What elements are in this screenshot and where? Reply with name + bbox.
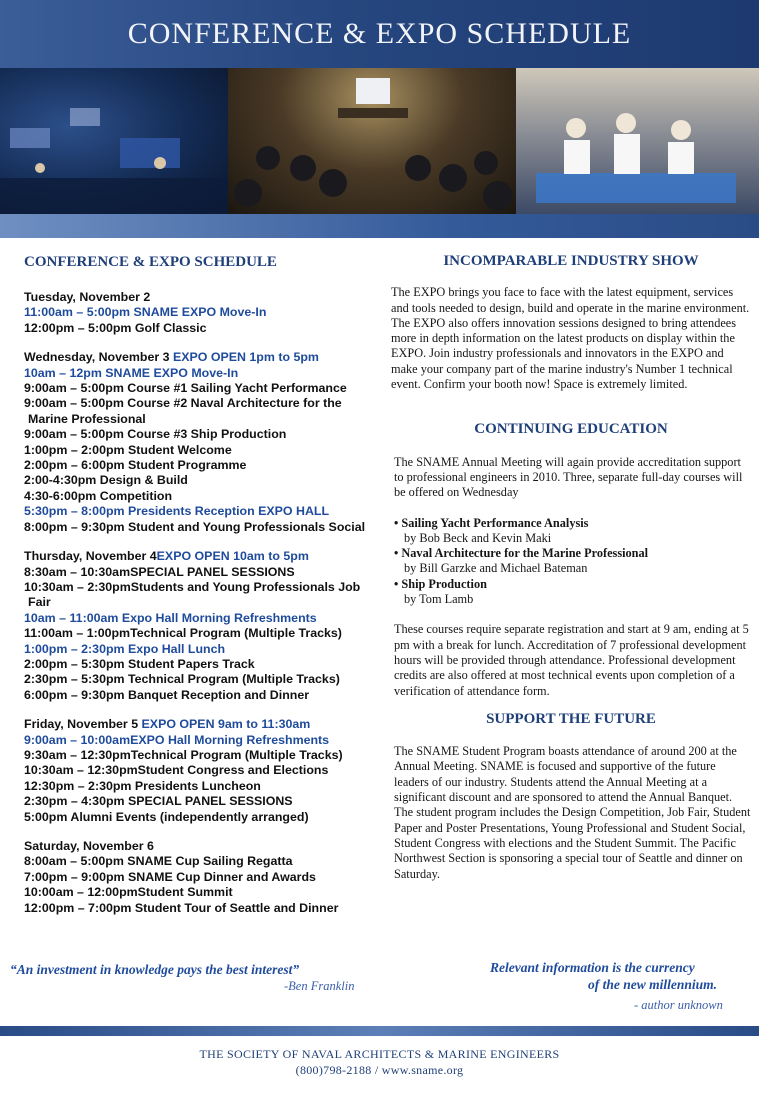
- expo-open-note: EXPO OPEN 10am to 5pm: [156, 549, 309, 564]
- schedule-line: [24, 810, 369, 825]
- schedule-line-text: 5:00pm Alumni Events (independently arranged): [24, 809, 309, 824]
- schedule-line: [24, 489, 369, 504]
- course-title: Sailing Yacht Performance Analysis: [401, 515, 589, 530]
- schedule-line: [24, 748, 369, 763]
- schedule-line-text: 1:00pm – 2:00pm Student Welcome: [24, 442, 232, 457]
- future-heading: SUPPORT THE FUTURE: [486, 710, 656, 727]
- course-title: Ship Production: [401, 576, 487, 591]
- schedule-line-text: Wednesday, November 3: [24, 350, 170, 365]
- schedule-line-text: 9:00am – 5:00pm Course #2 Naval Architecture for the Marine Professional: [24, 396, 342, 426]
- course-list: [391, 516, 751, 608]
- footer-band: [0, 1026, 759, 1036]
- schedule-line: [24, 779, 369, 794]
- schedule-day-title: [24, 290, 369, 305]
- schedule-day-title: [24, 839, 369, 854]
- education-heading: CONTINUING EDUCATION: [474, 421, 668, 438]
- education-intro: The SNAME Annual Meeting will again provide accreditation support to professional engineers in 2010. Three, separate full-day courses will be offered on Wednesday: [394, 454, 743, 500]
- schedule-line: [24, 520, 369, 535]
- schedule-line: [24, 901, 369, 916]
- footer: [0, 1046, 759, 1078]
- schedule-day: [24, 290, 369, 336]
- schedule-day: [24, 839, 369, 916]
- schedule-line-text: 12:00pm – 5:00pm Golf Classic: [24, 320, 207, 335]
- expo-open-note: EXPO OPEN 1pm to 5pm: [169, 350, 319, 365]
- page-title: CONFERENCE & EXPO SCHEDULE: [127, 17, 632, 50]
- schedule-line-text: 8:00pm – 9:30pm Student and Young Professionals Social: [24, 519, 366, 534]
- exhibitor-demo-photo: [516, 68, 759, 214]
- conference-session-photo: [228, 68, 516, 214]
- schedule-line: [24, 580, 369, 611]
- contact-info: (800)798-2188 / www.sname.org: [295, 1063, 464, 1077]
- schedule-line-text: 2:00pm – 5:30pm Student Papers Track: [24, 656, 255, 671]
- schedule-day: [24, 350, 369, 535]
- schedule-line-text: 10:30am – 12:30pmStudent Congress and Elections: [24, 763, 329, 778]
- list-item: • Sailing Yacht Performance Analysis by Bob Beck and Kevin Maki: [394, 516, 751, 547]
- schedule-line: [24, 305, 369, 320]
- schedule-line-text: Tuesday, November 2: [24, 290, 151, 304]
- right-quote-author: - author unknown: [634, 998, 723, 1012]
- schedule-line: [24, 443, 369, 458]
- schedule-line: [24, 381, 369, 396]
- schedule-line: [24, 657, 369, 672]
- schedule-line-text: 9:30am – 12:30pmTechnical Program (Multiple Tracks): [24, 747, 343, 762]
- left-quote: “An investment in knowledge pays the best interest”: [10, 962, 300, 977]
- schedule-day-title: [24, 717, 369, 732]
- course-authors: by Tom Lamb: [404, 592, 474, 607]
- schedule-line: [24, 870, 369, 885]
- schedule-line-text: 9:00am – 10:00amEXPO Hall Morning Refreshments: [24, 732, 330, 747]
- schedule-list: [24, 290, 369, 930]
- org-name: THE SOCIETY OF NAVAL ARCHITECTS & MARINE ENGINEERS: [199, 1047, 560, 1061]
- schedule-line-text: 4:30-6:00pm Competition: [24, 488, 173, 503]
- divider-band: [0, 214, 759, 238]
- schedule-line: [24, 885, 369, 900]
- schedule-line-text: 8:00am – 5:00pm SNAME Cup Sailing Regatta: [24, 854, 293, 869]
- expo-hall-photo: [0, 68, 228, 214]
- schedule-line-text: 9:00am – 5:00pm Course #3 Ship Production: [24, 427, 287, 442]
- schedule-line: [24, 642, 369, 657]
- schedule-line: [24, 458, 369, 473]
- schedule-line-text: 6:00pm – 9:30pm Banquet Reception and Dinner: [24, 687, 310, 702]
- schedule-line-text: 10:30am – 2:30pmStudents and Young Professionals Job Fair: [24, 579, 361, 610]
- schedule-line: [24, 565, 369, 580]
- schedule-line-text: 12:30pm – 2:30pm Presidents Luncheon: [24, 778, 261, 793]
- schedule-line: [24, 626, 369, 641]
- schedule-line-text: 2:00pm – 6:00pm Student Programme: [24, 458, 247, 473]
- schedule-heading: CONFERENCE & EXPO SCHEDULE: [24, 254, 277, 270]
- education-text: These courses require separate registration and start at 9 am, ending at 5 pm with a break for lunch. Accreditation of 7 professional development hours will be provided through attendance. Professional development credits are also offered at most technical events upon completion of a verification of attendance form.: [394, 622, 749, 698]
- schedule-line-text: 11:00am – 5:00pm SNAME EXPO Move-In: [24, 305, 267, 320]
- schedule-line-text: 5:30pm – 8:00pm Presidents Reception EXPO HALL: [24, 504, 330, 519]
- schedule-line: [24, 427, 369, 442]
- schedule-line-text: Thursday, November 4: [24, 549, 157, 564]
- course-authors: by Bob Beck and Kevin Maki: [404, 530, 552, 545]
- photo-strip: [0, 68, 759, 214]
- schedule-line: [24, 504, 369, 519]
- schedule-line-text: 10am – 11:00am Expo Hall Morning Refreshments: [24, 610, 317, 625]
- course-title: Naval Architecture for the Marine Professional: [401, 546, 649, 561]
- schedule-line: [24, 763, 369, 778]
- industry-text: The EXPO brings you face to face with the latest equipment, services and tools needed to design, build and operate in the marine environment. The EXPO also offers innovation sessions designed to bring attendees more in depth information on the latest products on display within the EXPO. Join industry professionals and innovators in the EXPO and make your company part of the marine industry's Number 1 technical event. Confirm your booth now! Space is extremely limited.: [391, 285, 750, 392]
- schedule-line-text: 9:00am – 5:00pm Course #1 Sailing Yacht Performance: [24, 381, 347, 396]
- schedule-line: [24, 672, 369, 687]
- schedule-line-text: 12:00pm – 7:00pm Student Tour of Seattle and Dinner: [24, 900, 339, 915]
- schedule-line-text: 2:30pm – 4:30pm SPECIAL PANEL SESSIONS: [24, 794, 293, 809]
- expo-open-note: EXPO OPEN 9am to 11:30am: [138, 717, 311, 732]
- schedule-line-text: 10:00am – 12:00pmStudent Summit: [24, 885, 233, 900]
- schedule-line: [24, 733, 369, 748]
- schedule-day-title: [24, 549, 369, 564]
- schedule-line: [24, 473, 369, 488]
- schedule-line: [24, 396, 369, 427]
- schedule-line-text: 8:30am – 10:30amSPECIAL PANEL SESSIONS: [24, 564, 295, 579]
- schedule-line-text: Saturday, November 6: [24, 839, 154, 853]
- schedule-line: [24, 321, 369, 336]
- right-quote-line1: Relevant information is the currency: [490, 960, 695, 975]
- future-text: The SNAME Student Program boasts attendance of around 200 at the Annual Meeting. SNAME is focused and supportive of the future leaders of our industry. Students attend the Annual Meeting at a significant discount and are sponsored to attend the Annual Banquet. The student program includes the Design Competition, Job Fair, Student Paper and Poster Presentations, Young Professional and Student Social, Student Congress with elections and the Student Summit. The Pacific Northwest Section is sponsoring a special tour of Seattle and dinner on Saturday.: [394, 744, 751, 881]
- right-column: [391, 253, 751, 882]
- schedule-line: [24, 854, 369, 869]
- course-authors: by Bill Garzke and Michael Bateman: [404, 561, 588, 576]
- left-quote-author: -Ben Franklin: [284, 979, 355, 993]
- industry-heading: INCOMPARABLE INDUSTRY SHOW: [443, 253, 699, 269]
- right-quote-line2: of the new millennium.: [588, 977, 718, 992]
- schedule-day: [24, 717, 369, 825]
- schedule-line: [24, 366, 369, 381]
- schedule-line-text: 7:00pm – 9:00pm SNAME Cup Dinner and Awards: [24, 869, 316, 884]
- schedule-line: [24, 688, 369, 703]
- schedule-line: [24, 611, 369, 626]
- schedule-line-text: 11:00am – 1:00pmTechnical Program (Multiple Tracks): [24, 626, 342, 641]
- schedule-line-text: 2:30pm – 5:30pm Technical Program (Multiple Tracks): [24, 672, 340, 687]
- list-item: • Naval Architecture for the Marine Professional by Bill Garzke and Michael Bateman: [394, 546, 751, 577]
- schedule-line-text: 10am – 12pm SNAME EXPO Move-In: [24, 365, 239, 380]
- schedule-line-text: 1:00pm – 2:30pm Expo Hall Lunch: [24, 641, 226, 656]
- schedule-day-title: [24, 350, 369, 365]
- list-item: • Ship Production by Tom Lamb: [394, 577, 751, 608]
- schedule-day: [24, 549, 369, 703]
- schedule-line-text: Friday, November 5: [24, 717, 139, 732]
- schedule-line: [24, 794, 369, 809]
- header-banner: [0, 0, 759, 68]
- schedule-line-text: 2:00-4:30pm Design & Build: [24, 473, 188, 488]
